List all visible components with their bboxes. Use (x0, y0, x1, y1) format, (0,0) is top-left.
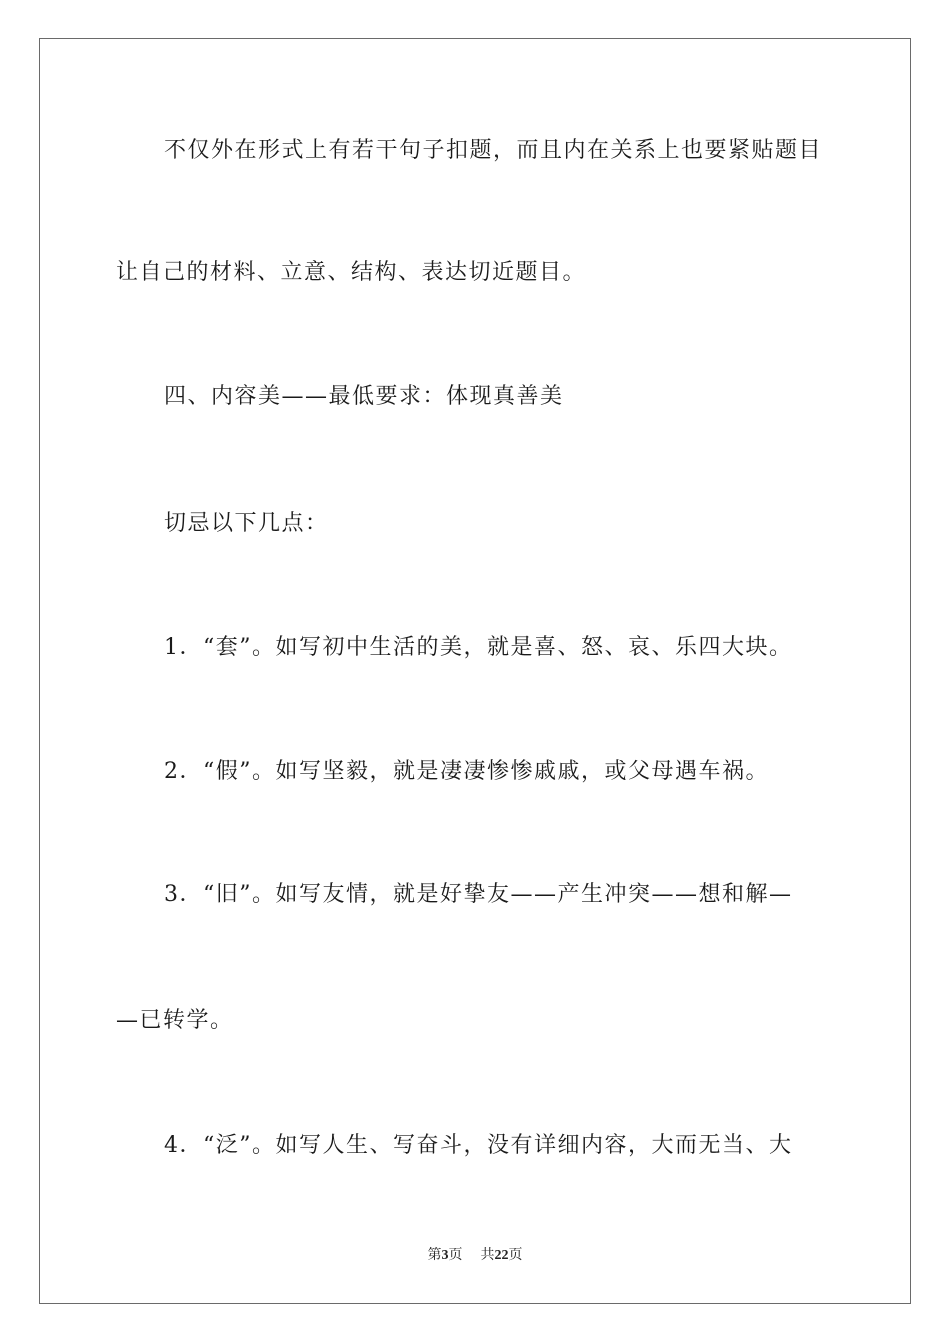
page-footer (0, 1246, 950, 1266)
total-prefix: 共 (480, 1248, 495, 1263)
page-border (39, 38, 911, 1304)
page-suffix: 页 (448, 1248, 463, 1263)
list-item-4: 4．“泛”。如写人生、写奋斗，没有详细内容，大而无当、大 (164, 1133, 793, 1158)
paragraph-line-1: 不仅外在形式上有若干句子扣题，而且内在关系上也要紧贴题目 (164, 138, 823, 163)
page-current: 3 (441, 1248, 449, 1263)
page-total: 22 (494, 1248, 509, 1263)
list-item-3: 3．“旧”。如写友情，就是好挚友——产生冲突——想和解— (164, 882, 793, 907)
list-item-2: 2．“假”。如写坚毅，就是凄凄惨惨戚戚，或父母遇车祸。 (164, 759, 769, 784)
list-item-3-continued: —已转学。 (116, 1008, 234, 1033)
list-item-1: 1．“套”。如写初中生活的美，就是喜、怒、哀、乐四大块。 (164, 635, 793, 660)
section-heading: 四、内容美——最低要求：体现真善美 (164, 384, 564, 409)
paragraph-line-4: 切忌以下几点： (164, 511, 329, 536)
paragraph-line-2: 让自己的材料、立意、结构、表达切近题目。 (116, 260, 587, 285)
page-prefix: 第 (427, 1248, 442, 1263)
total-suffix: 页 (508, 1248, 523, 1263)
